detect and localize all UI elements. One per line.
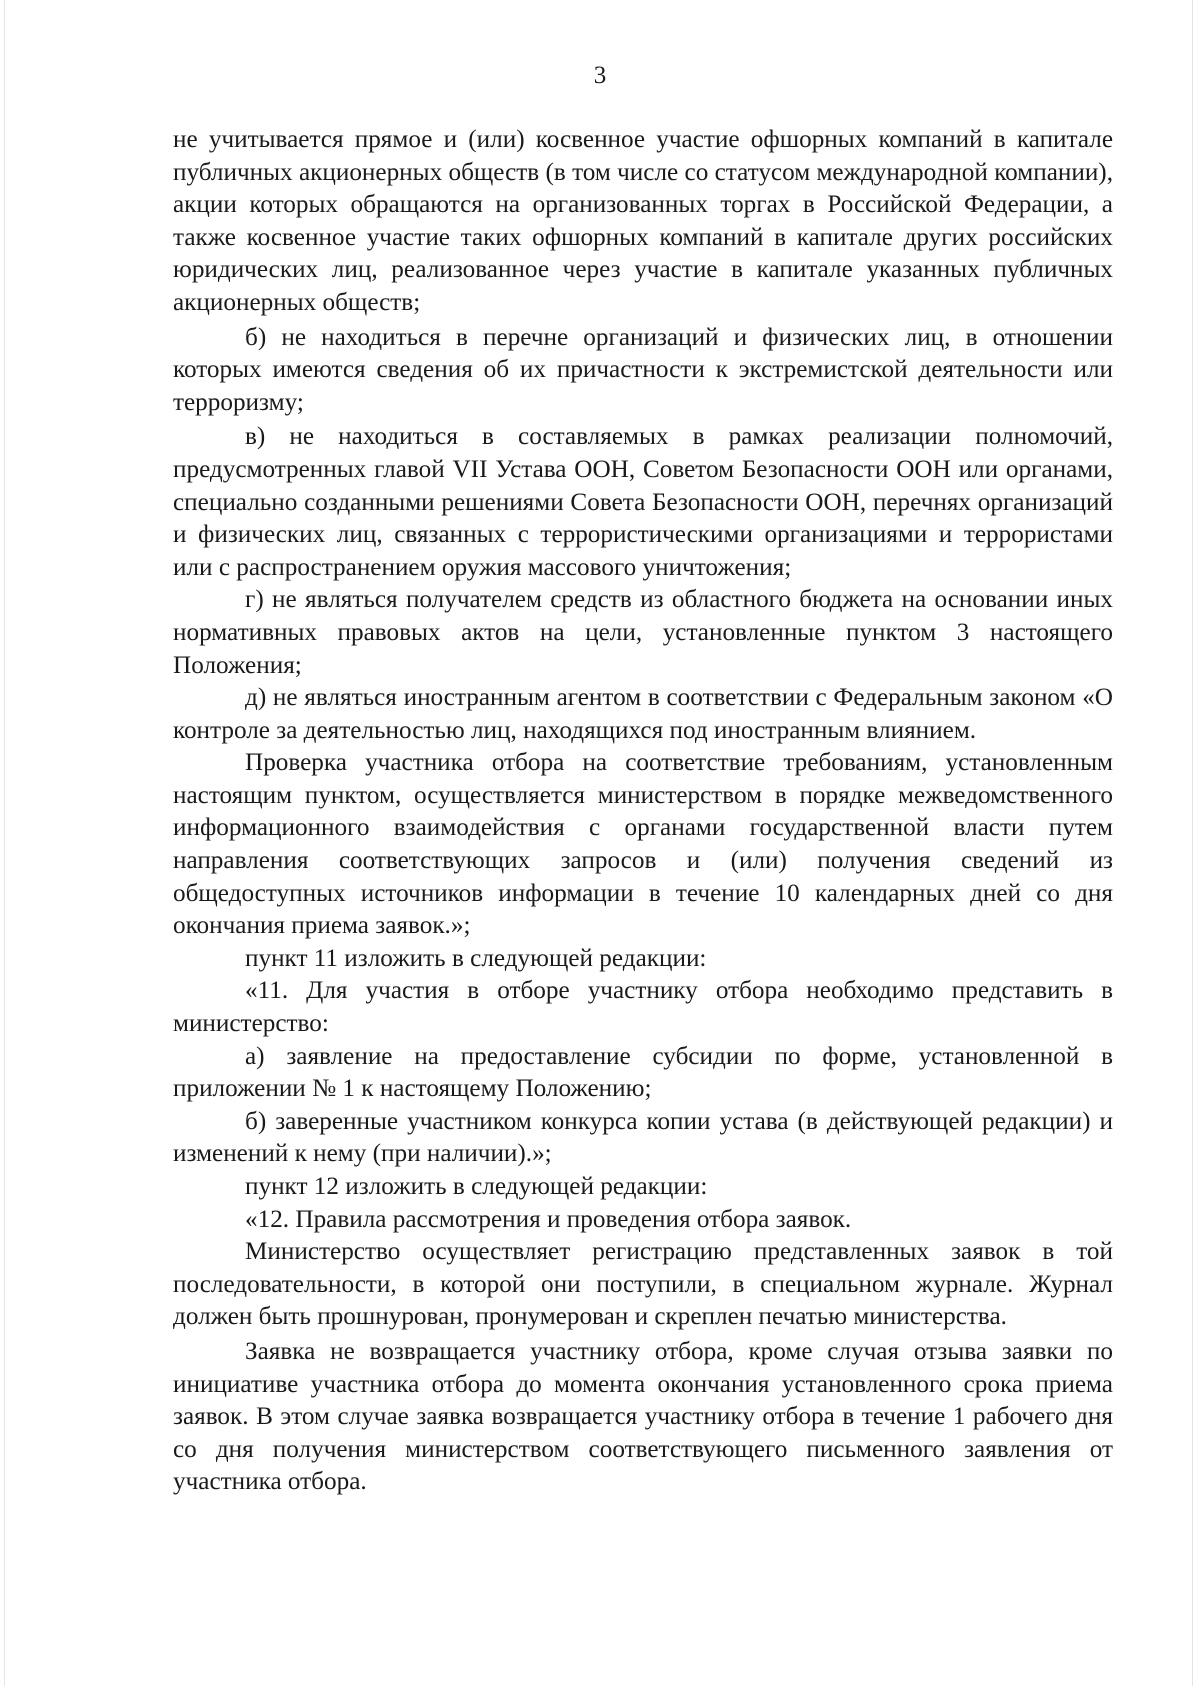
paragraph-point-11-b: б) заверенные участником конкурса копии устава (в действующей редакции) и изменений к нему (при наличии).»; [173,1107,1113,1168]
paragraph-item-v: в) не находиться в составляемых в рамках реализации полномочий, предусмотренных главой VII Устава ООН, Советом Безопасности ООН или органами, специально созданными решениями Совета Безопасности ООН, перечнях организаций и физических лиц, связанных с террористическими организациями и террористами или с распространением оружия массового уничтожения; [173,423,1113,581]
paragraph-item-d: д) не являться иностранным агентом в соответствии с Федеральным законом «О контроле за деятельностью лиц, находящихся под иностранным влиянием. [173,684,1113,744]
paragraph-point-11-a: а) заявление на предоставление субсидии по форме, установленной в приложении № 1 к настоящему Положению; [173,1042,1113,1103]
document-body [173,124,1113,1499]
scan-edge-right [1192,0,1193,1686]
paragraph-point-11: «11. Для участия в отборе участнику отбора необходимо представить в министерство: [173,977,1113,1038]
paragraph-point-12: «12. Правила рассмотрения и проведения отбора заявок. [245,1205,852,1233]
paragraph-item-b: б) не находиться в перечне организаций и физических лиц, в отношении которых имеются сведения об их причастности к экстремистской деятельности или терроризму; [173,323,1113,416]
paragraph-point-11-intro: пункт 11 изложить в следующей редакции: [245,944,707,972]
paragraph-offshore-participation: не учитывается прямое и (или) косвенное участие офшорных компаний в капитале публичных акционерных обществ (в том числе со статусом международной компании), акции которых обращаются на организованных торгах в Российской Федерации, а также косвенное участие таких офшорных компаний в капитале других российских юридических лиц, реализованное через участие в капитале указанных публичных акционерных обществ; [173,126,1113,316]
paragraph-application-return: Заявка не возвращается участнику отбора, кроме случая отзыва заявки по инициативе участника отбора до момента окончания установленного срока приема заявок. В этом случае заявка возвращается участнику отбора в течение 1 рабочего дня со дня получения министерством соответствующего письменного заявления от участника отбора. [173,1337,1113,1496]
page-number: 3 [593,62,607,89]
paragraph-registration: Министерство осуществляет регистрацию представленных заявок в той последовательности, в которой они поступили, в специальном журнале. Журнал должен быть прошнурован, пронумерован и скреплен печатью министерства. [173,1238,1113,1331]
paragraph-point-12-intro: пункт 12 изложить в следующей редакции: [245,1173,708,1200]
paragraph-item-g: г) не являться получателем средств из областного бюджета на основании иных нормативных правовых актов на цели, установленные пунктом 3 настоящего Положения; [173,586,1113,679]
scan-edge-left [4,0,5,1686]
paragraph-verification: Проверка участника отбора на соответствие требованиям, установленным настоящим пунктом, осуществляется министерством в порядке межведомственного информационного взаимодействия с органами государственной власти путем направления соответствующих запросов и (или) получения сведений из общедоступных источников информации в течение 10 календарных дней со дня окончания приема заявок.»; [173,749,1113,940]
